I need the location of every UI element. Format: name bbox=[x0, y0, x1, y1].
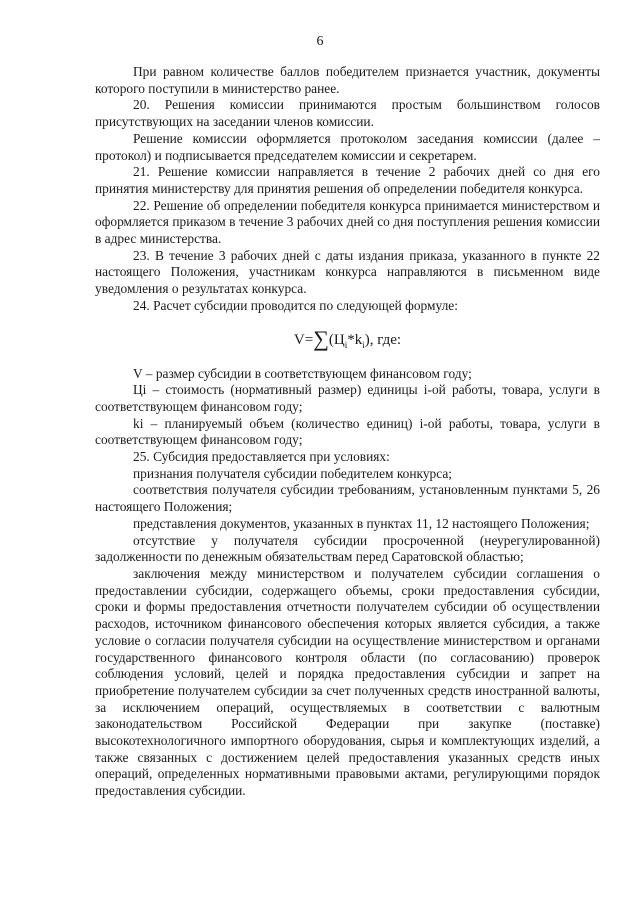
paragraph: Цi – стоимость (нормативный размер) единицы i-ой работы, товара, услуги в соответствующем финансовом году; bbox=[95, 382, 600, 414]
paragraph: При равном количестве баллов победителем признается участник, документы которого поступили в министерство ранее. bbox=[95, 64, 600, 96]
paragraph: отсутствие у получателя субсидии просроченной (неурегулированной) задолженности по денежным обязательствам перед Саратовской областью; bbox=[95, 532, 600, 565]
paragraph: ki – планируемый объем (количество единиц) i-ой работы, товара, услуги в соответствующем финансовом году; bbox=[95, 415, 600, 448]
formula-subscript: i bbox=[362, 339, 365, 350]
formula-lhs: V= bbox=[293, 331, 314, 348]
subsidy-formula bbox=[95, 325, 600, 357]
paragraph: заключения между министерством и получателем субсидии соглашения о предоставлении субсидии, содержащего объемы, сроки предоставления субсидии, сроки и формы предоставления отчетности получателем субсидии об осуществлении расходов, источником финансового обеспечения которых является субсидия, а также условие о согласии получателя субсидии на осуществление министерством и органами государственного финансового контроля области (по согласованию) проверок соблюдения условий, целей и порядка предоставления субсидии и запрет на приобретение получателем субсидии за счет полученных средств иностранной валюты, за исключением операций, осуществляемых в соответствии с валютным законодательством Российской Федерации при закупке (поставке) высокотехнологичного импортного оборудования, сырья и комплектующих изделий, а также связанных с достижением целей предоставления указанных средств иных операций, определенных нормативными правовыми актами, регулирующими порядок предоставления субсидии. bbox=[95, 565, 600, 799]
paragraph: признания получателя субсидии победителем конкурса; bbox=[133, 465, 452, 481]
paragraph: соответствия получателя субсидии требованиям, установленным пунктами 5, 26 настоящего Положения; bbox=[95, 482, 600, 515]
paragraph: 21. Решение комиссии направляется в течение 2 рабочих дней со дня его принятия министерству для принятия решения об определении победителя конкурса. bbox=[95, 164, 600, 196]
formula-subscript: i bbox=[344, 339, 348, 350]
paragraph: 25. Субсидия предоставляется при условиях: bbox=[133, 449, 390, 465]
paragraph: 20. Решения комиссии принимаются простым большинством голосов присутствующих на заседании членов комиссии. bbox=[95, 97, 600, 130]
paragraph: 24. Расчет субсидии проводится по следующей формуле: bbox=[133, 297, 458, 313]
paragraph: 23. В течение 3 рабочих дней с даты издания приказа, указанного в пункте 22 настоящего Положения, участникам конкурса направляются в письменном виде уведомления о результатах конкурса. bbox=[95, 247, 600, 297]
paragraph: V – размер субсидии в соответствующем финансовом году; bbox=[133, 365, 472, 381]
formula-mult: *k bbox=[347, 331, 363, 348]
formula-open: (Ц bbox=[328, 331, 345, 348]
sum-symbol: ∑ bbox=[313, 325, 329, 351]
paragraph: Решение комиссии оформляется протоколом заседания комиссии (далее – протокол) и подписывается председателем комиссии и секретарем. bbox=[95, 130, 600, 163]
formula-close: ), где: bbox=[364, 331, 402, 348]
page-number: 6 bbox=[316, 34, 324, 49]
paragraph: представления документов, указанных в пунктах 11, 12 настоящего Положения; bbox=[133, 515, 590, 531]
document-body bbox=[95, 64, 600, 800]
paragraph: 22. Решение об определении победителя конкурса принимается министерством и оформляется приказом в течение 3 рабочих дней со дня поступления решения комиссии в адрес министерства. bbox=[95, 197, 600, 247]
